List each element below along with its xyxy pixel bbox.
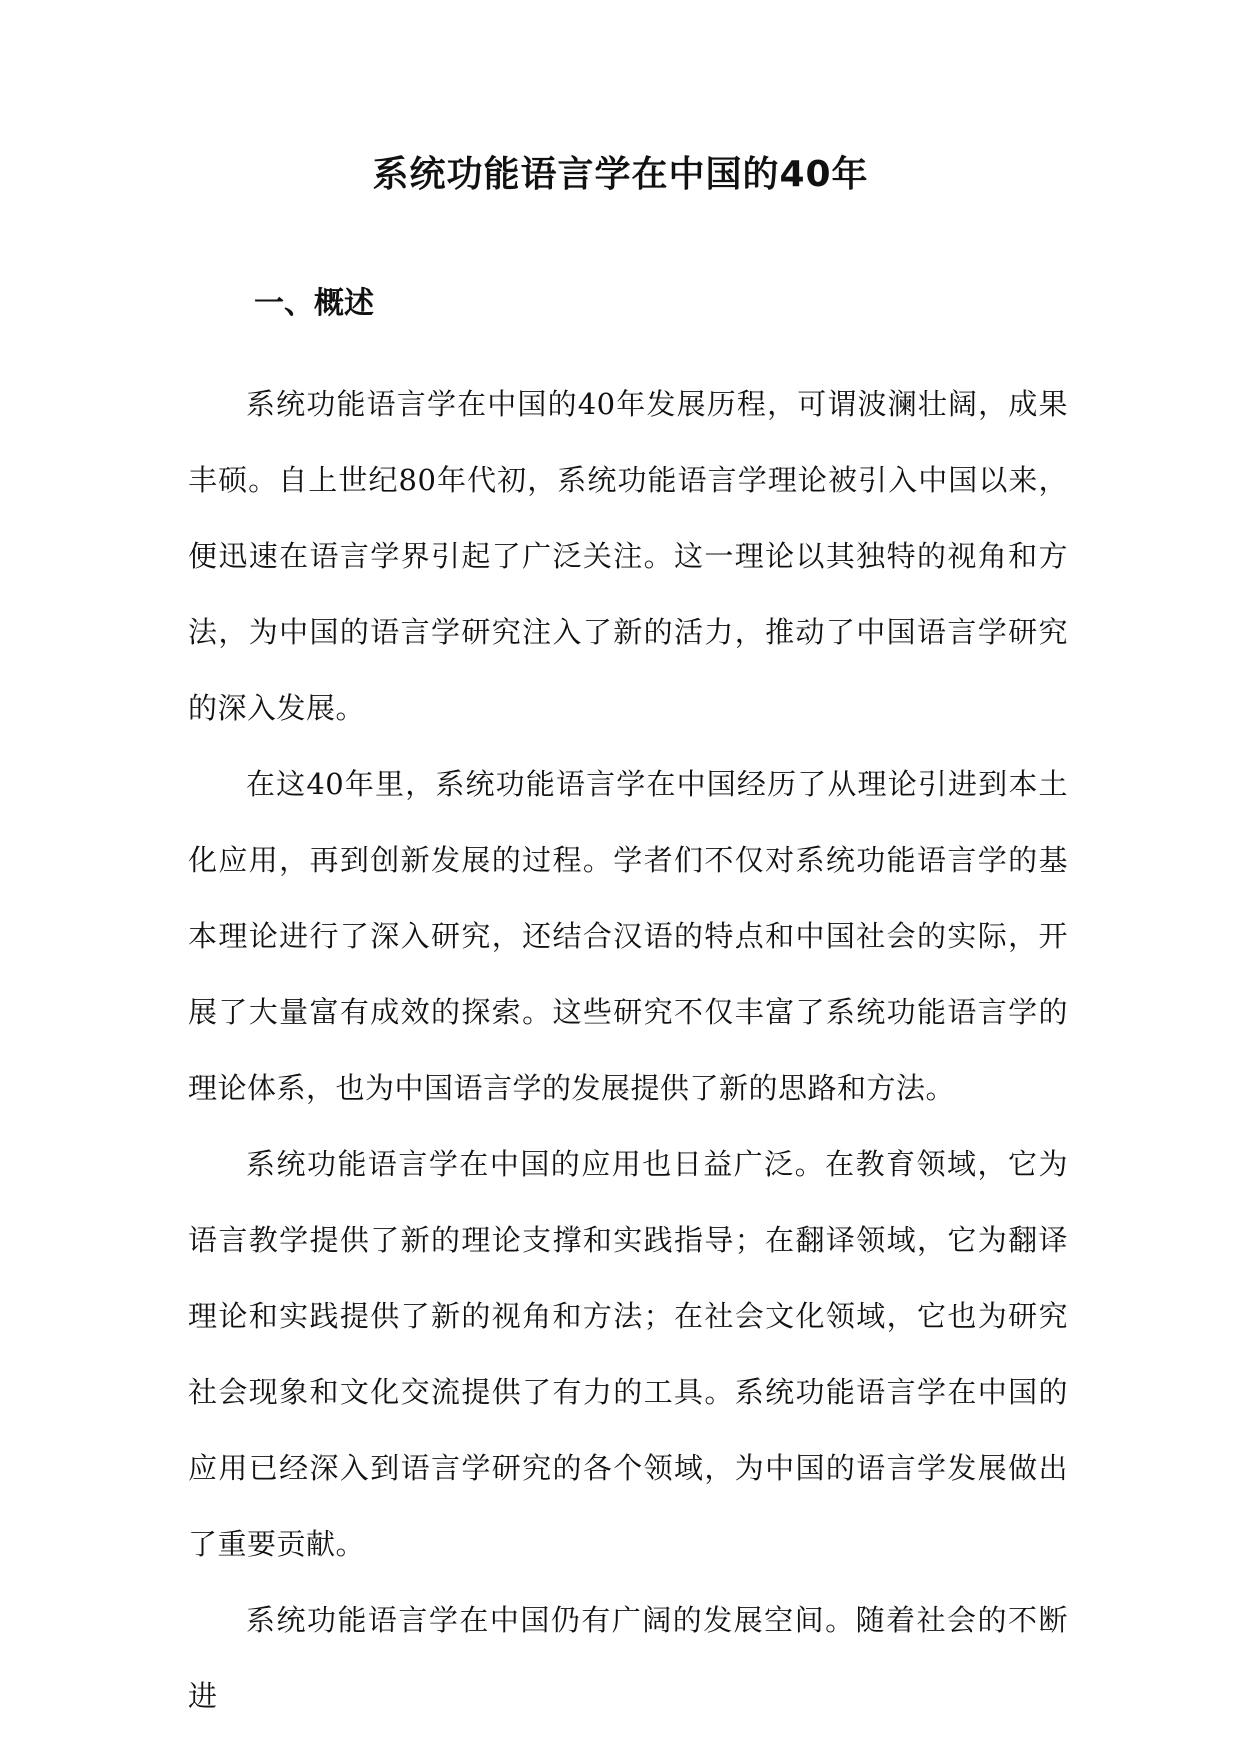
section-heading: 一、概述 [254,286,374,321]
paragraph: 系统功能语言学在中国的应用也日益广泛。在教育领域，它为语言教学提供了新的理论支撑和实践指导；在翻译领域，它为翻译理论和实践提供了新的视角和方法；在社会文化领域，它也为研究社会现象和文化交流提供了有力的工具。系统功能语言学在中国的应用已经深入到语言学研究的各个领域，为中国的语言学发展做出了重要贡献。 [188,1147,1068,1561]
paragraph: 系统功能语言学在中国的40年发展历程，可谓波澜壮阔，成果丰硕。自上世纪80年代初，系统功能语言学理论被引入中国以来，便迅速在语言学界引起了广泛关注。这一理论以其独特的视角和方法，为中国的语言学研究注入了新的活力，推动了中国语言学研究的深入发展。 [188,387,1068,725]
document-title: 系统功能语言学在中国的40年 [372,154,869,195]
paragraph: 在这40年里，系统功能语言学在中国经历了从理论引进到本土化应用，再到创新发展的过程。学者们不仅对系统功能语言学的基本理论进行了深入研究，还结合汉语的特点和中国社会的实际，开展了大量富有成效的探索。这些研究不仅丰富了系统功能语言学的理论体系，也为中国语言学的发展提供了新的思路和方法。 [188,767,1068,1105]
paragraph: 系统功能语言学在中国仍有广阔的发展空间。随着社会的不断进 [188,1603,1068,1713]
body-text [188,366,1068,1734]
